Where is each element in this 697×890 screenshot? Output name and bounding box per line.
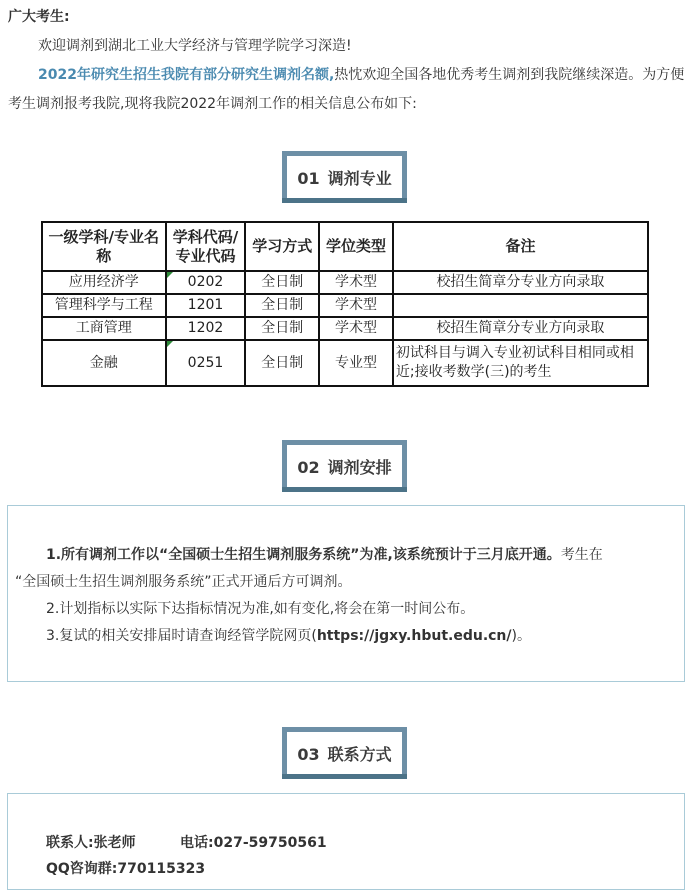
table-cell: 0251 xyxy=(166,340,246,386)
header-cell: 备注 xyxy=(393,222,648,271)
table-cell: 学术型 xyxy=(319,271,393,294)
arrangement-item-2: 2.计划指标以实际下达指标情况为准,如有变化,将会在第一时间公布。 xyxy=(46,601,475,617)
table-cell: 全日制 xyxy=(245,294,319,317)
arrangement-item-1-cont: “全国硕士生招生调剂服务系统”正式开通后方可调剂。 xyxy=(15,574,352,590)
section-number: 01 xyxy=(297,169,320,188)
greeting: 广大考生: xyxy=(8,9,70,25)
section-number: 02 xyxy=(297,458,320,477)
header-cell: 学科代码/专业代码 xyxy=(166,222,246,271)
table-cell: 初试科目与调入专业初试科目相同或相近;接收考数学(三)的考生 xyxy=(393,340,648,386)
table-cell xyxy=(393,294,648,317)
table-cell: 1202 xyxy=(166,317,246,340)
table-cell: 1201 xyxy=(166,294,246,317)
table-cell: 学术型 xyxy=(319,294,393,317)
arrangement-item-1: 1.所有调剂工作以“全国硕士生招生调剂服务系统”为准,该系统预计于三月底开通。考生在 xyxy=(46,547,603,563)
section-number: 03 xyxy=(297,745,320,764)
table-cell: 校招生简章分专业方向录取 xyxy=(393,317,648,340)
table-cell: 管理科学与工程 xyxy=(42,294,166,317)
header-cell: 学位类型 xyxy=(319,222,393,271)
table-cell: 全日制 xyxy=(245,340,319,386)
contact-phone: 电话:027-59750561 xyxy=(180,835,327,851)
arrangement-box xyxy=(7,505,685,682)
table-cell: 应用经济学 xyxy=(42,271,166,294)
cell-marker-icon xyxy=(167,341,173,347)
table-row xyxy=(42,317,648,340)
majors-table xyxy=(41,221,649,387)
section-header-arrangement xyxy=(282,440,407,492)
header-cell: 学习方式 xyxy=(245,222,319,271)
table-cell: 全日制 xyxy=(245,317,319,340)
table-cell: 工商管理 xyxy=(42,317,166,340)
table-cell: 学术型 xyxy=(319,317,393,340)
table-cell: 0202 xyxy=(166,271,246,294)
intro-rest: 热忱欢迎全国各地优秀考生调剂到我院继续深造。为方便考生调剂报考我院,现将我院2022年调剂工作的相关信息公布如下: xyxy=(8,67,685,112)
section-title: 调剂安排 xyxy=(327,458,392,477)
table-cell: 校招生简章分专业方向录取 xyxy=(393,271,648,294)
table-cell: 金融 xyxy=(42,340,166,386)
table-row xyxy=(42,340,648,386)
website-link[interactable]: https://jgxy.hbut.edu.cn/ xyxy=(316,628,512,644)
header-cell: 一级学科/专业名称 xyxy=(42,222,166,271)
section-header-contact xyxy=(282,727,407,779)
table-header-row xyxy=(42,222,648,271)
cell-marker-icon xyxy=(167,272,173,278)
section-title: 调剂专业 xyxy=(327,169,392,188)
arrangement-item-3: 3.复试的相关安排届时请查询经管学院网页(https://jgxy.hbut.edu.cn/)。 xyxy=(46,628,531,644)
section-title: 联系方式 xyxy=(327,745,392,764)
contact-qq-group: QQ咨询群:770115323 xyxy=(46,861,206,877)
table-row xyxy=(42,294,648,317)
table-cell: 全日制 xyxy=(245,271,319,294)
welcome-text: 欢迎调剂到湖北工业大学经济与管理学院学习深造! xyxy=(38,38,352,54)
contact-box xyxy=(7,793,685,890)
contact-person: 联系人:张老师 xyxy=(46,835,136,851)
section-header-majors xyxy=(282,151,407,203)
intro-paragraph xyxy=(8,61,688,119)
table-row xyxy=(42,271,648,294)
intro-highlight: 2022年研究生招生我院有部分研究生调剂名额, xyxy=(38,67,335,83)
table-cell: 专业型 xyxy=(319,340,393,386)
